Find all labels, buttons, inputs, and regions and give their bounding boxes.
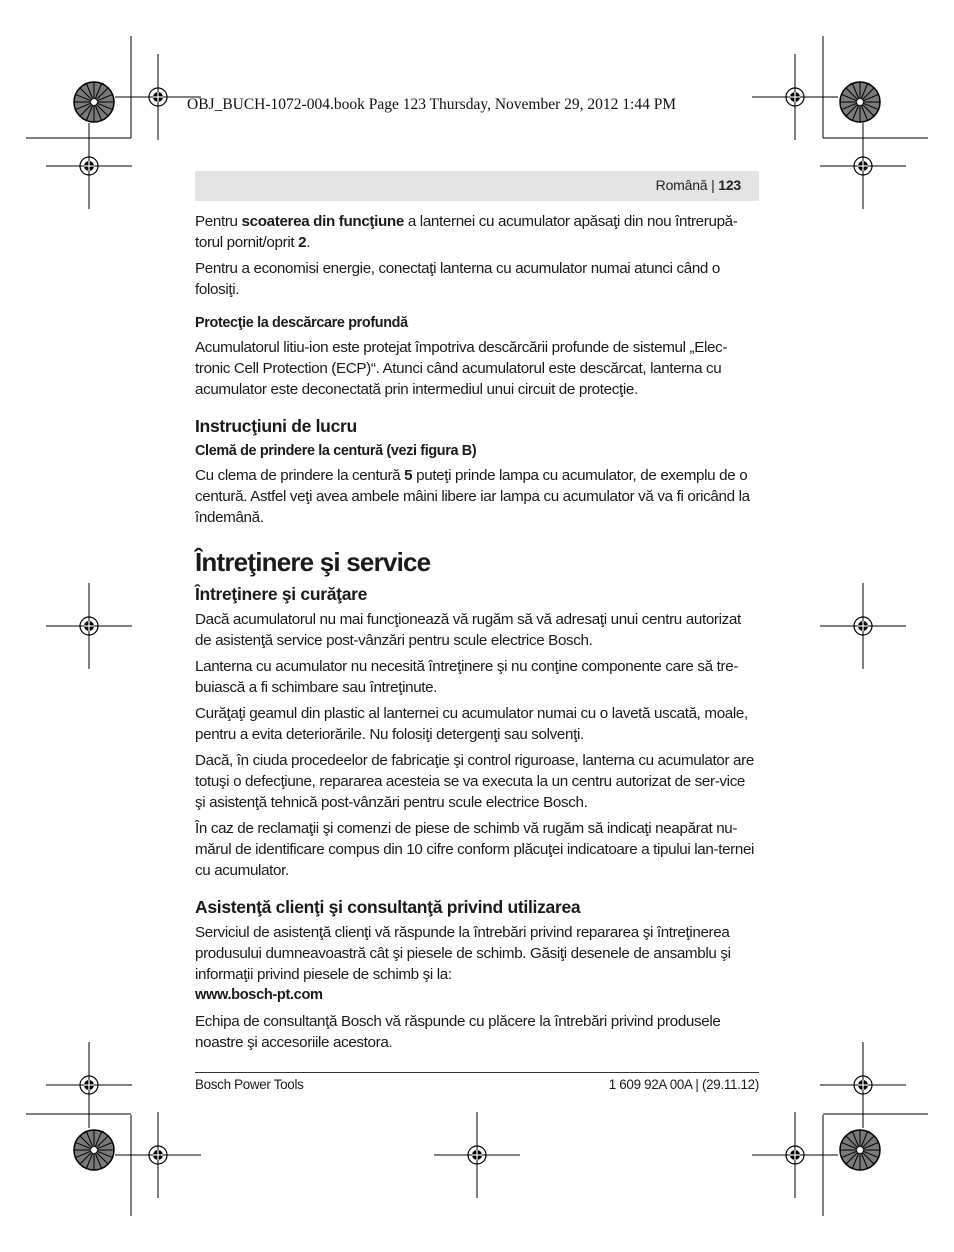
consulting-paragraph: Echipa de consultanţă Bosch vă răspunde cu plăcere la întrebări privind produsele noastre şi accesoriile acestora. <box>195 1013 721 1051</box>
customer-service-heading: Asistenţă clienţi şi consultanţă privind utilizarea <box>195 897 581 917</box>
footer-publisher: Bosch Power Tools <box>195 1077 304 1092</box>
maintenance-title: Întreţinere şi service <box>195 547 431 577</box>
registration-mark-icon <box>752 1112 838 1198</box>
cleaning-heading: Întreţinere şi curăţare <box>195 584 368 604</box>
footer-document-id: 1 609 92A 00A | (29.11.12) <box>608 1077 759 1092</box>
page-number: 123 <box>718 177 741 193</box>
print-slug-line: OBJ_BUCH-1072-004.book Page 123 Thursday, November 29, 2012 1:44 PM <box>187 96 677 113</box>
star-target-icon <box>74 82 114 122</box>
star-target-icon <box>74 1130 114 1170</box>
header-language: Română <box>655 177 708 193</box>
belt-clip-reference: 5 <box>404 467 413 484</box>
maintenance-paragraph: În caz de reclamaţii şi comenzi de piese de schimb vă rugăm să indicaţi neapărat nu-mărul de identificare compus din 10 cifre conform plăcuţei indicatoare a tipului lan-ternei cu acumulator. <box>195 820 755 879</box>
deep-discharge-heading: Protecţie la descărcare profundă <box>195 315 408 331</box>
maintenance-paragraph: Dacă, în ciuda procedeelor de fabricaţie şi control riguroase, lanterna cu acumulator are totuşi o defecţiune, repararea acesteia se va executa la un centru autorizat de ser-vice şi asistenţă tehnică post-vânzări pentru scule electrice Bosch. <box>195 752 754 811</box>
belt-clip-paragraph: Cu clema de prindere la centură 5 puteţi prinde lampa cu acumulator, de exemplu de o centură. Astfel veţi avea ambele mâini libere iar lampa cu acumulator vă va fi oricând la îndemână. <box>195 467 750 526</box>
registration-mark-icon <box>820 123 906 209</box>
page-footer <box>195 1072 759 1092</box>
page-content <box>195 211 759 1058</box>
switch-off-paragraph: Pentru scoaterea din funcţiune a lanternei cu acumulator apăsaţi din nou întrerupă-torul pornit/oprit 2. <box>195 213 738 251</box>
maintenance-paragraph: Curăţaţi geamul din plastic al lanternei cu acumulator numai cu o lavetă uscată, moale, pentru a evita deteriorările. Nu folosiţi detergenţi sau solvenţi. <box>195 705 748 743</box>
registration-mark-icon <box>820 1042 906 1128</box>
bosch-website-link[interactable]: www.bosch-pt.com <box>195 987 323 1003</box>
registration-mark-icon <box>46 123 132 209</box>
switch-reference: 2 <box>298 234 307 251</box>
switch-off-emphasis: scoaterea din funcţiune <box>241 213 404 230</box>
star-target-icon <box>840 82 880 122</box>
work-instructions-heading: Instrucţiuni de lucru <box>195 416 357 436</box>
maintenance-paragraph: Lanterna cu acumulator nu necesită întreţinere şi nu conţine componente care să tre-buiască a fi schimbare sau întreţinute. <box>195 658 738 696</box>
deep-discharge-paragraph: Acumulatorul litiu-ion este protejat împotriva descărcării profunde de sistemul „Elec-tronic Cell Protection (ECP)“. Atunci când acumulatorul este descărcat, lanterna cu acumulator este deconectată prin intermediul unui circuit de protecţie. <box>195 339 728 398</box>
registration-mark-icon <box>46 1042 132 1128</box>
customer-service-paragraph: Serviciul de asistenţă clienţi vă răspunde la întrebări privind repararea şi întreţinerea produsului dumneavoastră cât şi piesele de schimb. Găsiţi desenele de ansamblu şi informaţii privind piesele de schimb şi la: <box>195 924 731 983</box>
star-target-icon <box>840 1130 880 1170</box>
registration-mark-icon <box>46 583 132 669</box>
maintenance-paragraph: Dacă acumulatorul nu mai funcţionează vă rugăm să vă adresaţi unui centru autorizat de asistenţă service post-vânzări pentru scule electrice Bosch. <box>195 611 741 649</box>
registration-mark-icon <box>434 1112 520 1198</box>
registration-mark-icon <box>752 54 838 140</box>
belt-clip-heading: Clemă de prindere la centură (vezi figura B) <box>195 443 477 459</box>
registration-mark-icon <box>820 583 906 669</box>
registration-mark-icon <box>115 1112 201 1198</box>
page-header-text <box>656 177 741 193</box>
energy-saving-paragraph: Pentru a economisi energie, conectaţi lanterna cu acumulator numai atunci când o folosiţi. <box>195 260 720 298</box>
page-header <box>195 171 759 201</box>
header-separator: | <box>711 177 715 193</box>
